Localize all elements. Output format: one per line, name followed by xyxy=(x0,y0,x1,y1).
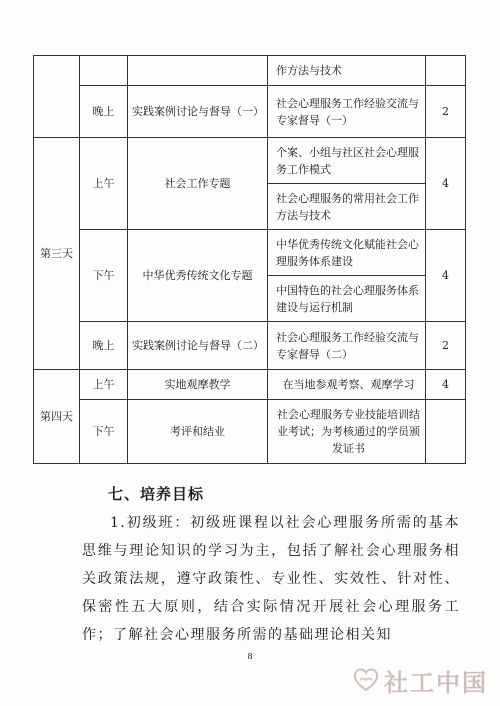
hours-cell xyxy=(426,400,466,464)
time-cell: 上午 xyxy=(80,370,128,400)
table-row xyxy=(34,138,466,184)
watermark-text: 社工中国 xyxy=(384,669,488,697)
topic-cell: 实践案例讨论与督导（一） xyxy=(128,86,268,138)
day-cell xyxy=(34,56,80,138)
page-number: 8 xyxy=(247,652,253,661)
table-row xyxy=(34,86,466,138)
hours-cell xyxy=(426,56,466,86)
day-cell: 第四天 xyxy=(34,370,80,464)
content-cell: 社会心理服务工作经验交流与专家督导（一） xyxy=(268,86,426,138)
time-cell: 下午 xyxy=(80,400,128,464)
content-cell: 个案、小组与社区社会心理服务工作模式 xyxy=(268,138,426,184)
hours-cell: 2 xyxy=(426,86,466,138)
day-cell: 第三天 xyxy=(34,138,80,370)
section-heading: 七、培养目标 xyxy=(108,485,205,503)
topic-cell xyxy=(128,56,268,86)
content-cell: 作方法与技术 xyxy=(268,56,426,86)
hours-cell: 4 xyxy=(426,138,466,230)
watermark xyxy=(352,663,488,698)
table-row xyxy=(34,322,466,370)
schedule-table xyxy=(33,55,466,464)
topic-cell: 社会工作专题 xyxy=(128,138,268,230)
topic-cell: 实地观摩教学 xyxy=(128,370,268,400)
content-cell: 在当地参观考察、观摩学习 xyxy=(268,370,426,400)
table-row xyxy=(34,400,466,464)
table-row xyxy=(34,370,466,400)
topic-cell: 考评和结业 xyxy=(128,400,268,464)
time-cell xyxy=(80,56,128,86)
hours-cell: 4 xyxy=(426,230,466,322)
table-row xyxy=(34,230,466,276)
time-cell: 晚上 xyxy=(80,322,128,370)
content-cell: 社会心理服务专业技能培训结业考试；为考核通过的学员颁发证书 xyxy=(268,400,426,464)
time-cell: 晚上 xyxy=(80,86,128,138)
topic-cell: 中华优秀传统文化专题 xyxy=(128,230,268,322)
hours-cell: 2 xyxy=(426,322,466,370)
topic-cell: 实践案例讨论与督导（二） xyxy=(128,322,268,370)
content-cell: 中华优秀传统文化赋能社会心理服务体系建设 xyxy=(268,230,426,276)
content-cell: 社会心理服务的常用社会工作方法与技术 xyxy=(268,184,426,230)
heart-hands-logo-icon xyxy=(352,666,380,696)
content-cell: 中国特色的社会心理服务体系建设与运行机制 xyxy=(268,276,426,322)
hours-cell: 4 xyxy=(426,370,466,400)
table-row xyxy=(34,56,466,86)
content-cell: 社会心理服务工作经验交流与专家督导（二） xyxy=(268,322,426,370)
time-cell: 下午 xyxy=(80,230,128,322)
section-paragraph: 1.初级班：初级班课程以社会心理服务所需的基本思维与理论知识的学习为主，包括了解社会心理服务相关政策法规，遵守政策性、专业性、实效性、针对性、保密性五大原则，结合实际情况开展社会心理服务工作；了解社会心理服务所需的基础理论相关知 xyxy=(82,515,460,643)
time-cell: 上午 xyxy=(80,138,128,230)
